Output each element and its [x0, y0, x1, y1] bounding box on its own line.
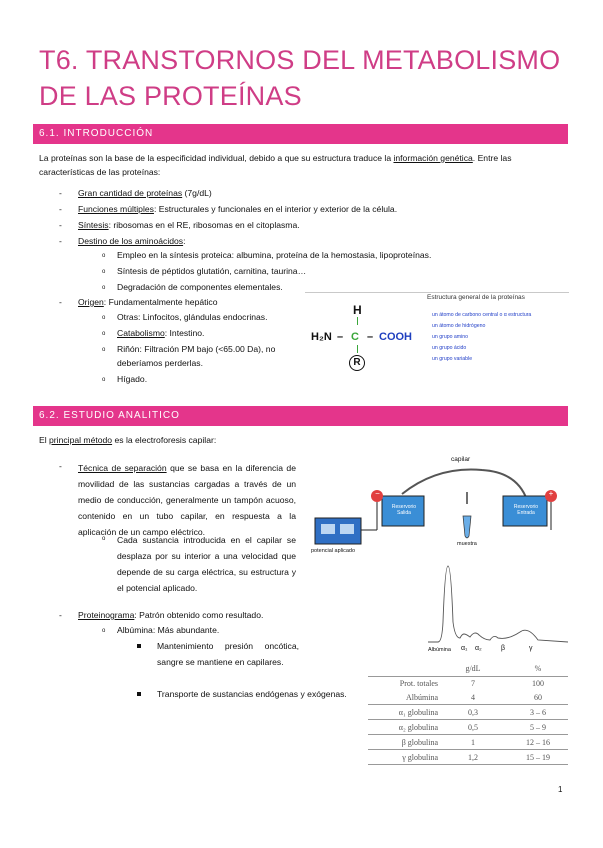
item-text: (7g/dL) [182, 188, 212, 198]
table-header-row [368, 661, 568, 677]
list-item: Empleo en la síntesis proteica: albumina, proteína de la hemostasia, lipoproteínas. [117, 250, 432, 260]
table-row [368, 677, 568, 691]
minus-label: − [375, 489, 380, 498]
table-cell: 15 – 19 [526, 753, 550, 762]
table-cell: 60 [534, 693, 542, 702]
item-text: : [183, 236, 186, 246]
proteinograma-item [78, 609, 263, 623]
circle-bullet-icon: o [102, 269, 106, 275]
protein-values-table [368, 661, 568, 765]
item-text: : Intestino. [164, 328, 205, 338]
item-text: : Estructurales y funcionales en el interior y exterior de la célula. [153, 204, 398, 214]
list-item: Riñón: Filtración PM bajo (<65.00 Da), no deberíamos perderlas. [117, 344, 276, 368]
legend-item: un átomo de hidrógeno [432, 323, 486, 329]
figure-rule [305, 292, 569, 293]
table-cell: α₂ globulina [398, 723, 438, 732]
list-item: Otras: Linfocitos, glándulas endocrinas. [117, 312, 268, 322]
proteinograma-text: : Patrón obtenido como resultado. [134, 610, 264, 620]
list-item [78, 203, 397, 217]
item-label: Gran cantidad de proteínas [78, 188, 183, 198]
proteinograma-label: Proteinograma [78, 610, 135, 620]
formula-bond [357, 345, 358, 353]
salida-label: Reservorio Salida [391, 504, 417, 516]
table-cell: Prot. totales [399, 679, 438, 688]
muestra-label: muestra [457, 541, 477, 547]
list-item: Hígado. [117, 374, 148, 384]
legend-item: un grupo amino [432, 334, 469, 340]
intro-link-text: principal método [49, 435, 113, 445]
dash-bullet: - [59, 610, 62, 620]
table-header: g/dL [465, 664, 481, 673]
table-row [368, 720, 568, 735]
circle-bullet-icon: o [102, 628, 106, 634]
table-cell: 0,5 [468, 723, 478, 732]
potencial-label: potencial aplicado [311, 548, 356, 554]
formula-bond [357, 317, 358, 325]
formula-r-group: R [349, 355, 365, 371]
list-item: Transporte de sustancias endógenas y exógenas. [157, 689, 347, 699]
dash-bullet: - [59, 204, 62, 214]
albumina-item: Albúmina: Más abundante. [117, 625, 220, 635]
legend-item: un grupo variable [432, 356, 473, 362]
list-item: Síntesis de péptidos glutatión, carnitina, taurina… [117, 266, 307, 276]
figure-caption: Estructura general de la proteínas [427, 294, 525, 301]
table-cell: 7 [471, 679, 475, 688]
tecnica-text: que se basa en la diferencia de movilidad de las sustancias cargadas a través de un medio de conducción, generalmente un tampón acuoso, contenido en un tubo capilar, en respuesta a la aplicación de un campo eléctrico. [78, 463, 296, 537]
legend-item: un grupo ácido [432, 345, 467, 351]
formula-carboxyl: COOH [379, 331, 412, 343]
table-row [368, 750, 568, 765]
circle-bullet-icon: o [102, 285, 106, 291]
table-cell: 4 [471, 693, 475, 702]
list-item [78, 219, 300, 233]
dash-bullet: - [59, 461, 62, 471]
table-cell: 12 – 16 [526, 738, 550, 747]
circle-bullet-icon: o [102, 331, 106, 337]
table-cell: γ globulina [402, 753, 438, 762]
intro-text: La proteínas son la base de la especificidad individual, debido a que su estructura traduce la [39, 153, 394, 163]
formula-amino: H₂N [311, 331, 332, 343]
list-item [117, 327, 204, 341]
section-heading-estudio: 6.2. ESTUDIO ANALITICO [33, 406, 568, 426]
circle-bullet-icon: o [102, 315, 106, 321]
cada-paragraph: Cada sustancia introducida en el capilar se desplaza por su interior a una velocidad que depende de su carga eléctrica, su estructura y el potencial aplicado. [117, 535, 296, 593]
square-bullet-icon [137, 692, 141, 696]
table-cell: 5 – 9 [530, 723, 546, 732]
section-heading-introduccion: 6.1. INTRODUCCIÓN [33, 124, 568, 144]
origen-label: Origen [78, 297, 104, 307]
page-number: 1 [558, 785, 563, 794]
tecnica-paragraph [78, 460, 296, 540]
intro-paragraph [39, 152, 569, 180]
peak-label-albumina: Albúmina [428, 647, 451, 653]
list-item: Mantenimiento presión oncótica, sangre se mantiene en capilares. [157, 641, 299, 667]
dash-bullet: - [59, 297, 62, 307]
capilar-label: capilar [451, 456, 471, 463]
section2-intro [39, 434, 216, 448]
figure-legend [432, 310, 566, 365]
formula-dash: – [337, 331, 344, 343]
page-title: T6. TRANSTORNOS DEL METABOLISMO DE LAS PROTEÍNAS [39, 45, 561, 111]
list-item: Degradación de componentes elementales. [117, 282, 283, 292]
peak-label-alpha2: α₂ [475, 645, 482, 652]
table-cell: β globulina [401, 738, 438, 747]
table-cell: 1 [471, 738, 475, 747]
peak-label-alpha1: α₁ [461, 645, 468, 652]
table-cell: Albúmina [406, 693, 438, 702]
circle-bullet-icon: o [102, 253, 106, 259]
intro-text-end: . Entre las características de las proteínas: [39, 153, 512, 177]
circle-bullet-icon: o [102, 347, 106, 353]
item-text: : ribosomas en el RE, ribosomas en el citoplasma. [108, 220, 300, 230]
origen-item [78, 296, 218, 310]
list-item [78, 235, 185, 249]
proteinogram-trace [428, 562, 568, 656]
dash-bullet: - [59, 236, 62, 246]
entrada-label: Reservorio Entrada [513, 504, 539, 516]
protein-structure-figure [305, 292, 569, 376]
table-cell: 0,3 [468, 708, 478, 717]
intro-link-text: información genética [393, 153, 473, 163]
origen-text: : Fundamentalmente hepático [103, 297, 218, 307]
tecnica-label: Técnica de separación [78, 463, 167, 473]
table-cell: α₁ globulina [398, 708, 438, 717]
intro-text: El [39, 435, 50, 445]
intro-text-end: es la electroforesis capilar: [112, 435, 217, 445]
peak-label-gamma: γ [529, 645, 533, 652]
table-row [368, 705, 568, 720]
table-cell: 1,2 [468, 753, 478, 762]
peak-label-beta: β [501, 645, 506, 652]
electrophoresis-apparatus-figure [307, 456, 567, 556]
table-header: % [534, 664, 542, 673]
table-row [368, 735, 568, 750]
formula-h-top: H [353, 303, 362, 317]
legend-item: un átomo de carbono central o α estructura [432, 312, 532, 318]
dash-bullet: - [59, 188, 62, 198]
plus-label: + [548, 489, 554, 498]
table-header [368, 661, 438, 676]
item-label: Destino de los aminoácidos [78, 236, 184, 246]
dash-bullet: - [59, 220, 62, 230]
proteinogram-chart [428, 562, 568, 656]
circle-bullet-icon: o [102, 536, 106, 542]
table-row [368, 691, 568, 705]
item-label: Síntesis [78, 220, 109, 230]
item-label: Funciones múltiples [78, 204, 154, 214]
formula-dash: – [367, 331, 374, 343]
list-item [78, 187, 212, 201]
square-bullet-icon [137, 644, 141, 648]
table-cell: 100 [532, 679, 544, 688]
table-cell: 3 – 6 [530, 708, 546, 717]
circle-bullet-icon: o [102, 377, 106, 383]
formula-carbon: C [351, 331, 359, 343]
item-label: Catabolismo [117, 328, 165, 338]
